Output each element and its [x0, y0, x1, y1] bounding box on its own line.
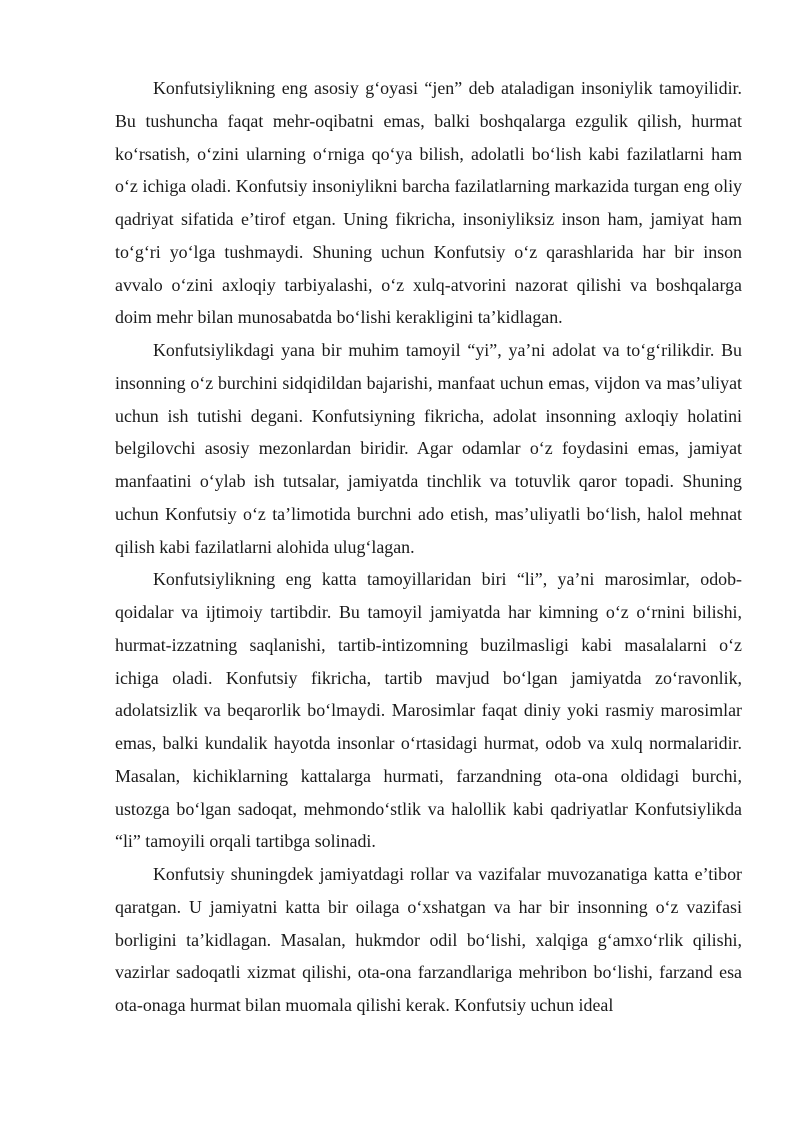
paragraph-li: Konfutsiylikning eng katta tamoyillaridan biri “li”, ya’ni marosimlar, odob-qoidalar va ijtimoiy tartibdir. Bu tamoyil jamiyatda har kimning o‘z o‘rnini bilishi, hurmat-izzatning saqlanishi, tartib-intizomning buzilmasligi kabi masalalarni o‘z ichiga oladi. Konfutsiy fikricha, tartib mavjud bo‘lgan jamiyatda zo‘ravonlik, adolatsizlik va beqarorlik bo‘lmaydi. Marosimlar faqat diniy yoki rasmiy marosimlar emas, balki kundalik hayotda insonlar o‘rtasidagi hurmat, odob va xulq normalaridir. Masalan, kichiklarning kattalarga hurmati, farzandning ota-ona oldidagi burchi, ustozga bo‘lgan sadoqat, mehmondo‘stlik va halollik kabi qadriyatlar Konfutsiylikda “li” tamoyili orqali tartibga solinadi.: [115, 569, 742, 852]
document-page: [115, 72, 742, 1022]
paragraph-roles: Konfutsiy shuningdek jamiyatdagi rollar va vazifalar muvozanatiga katta e’tibor qaratgan. U jamiyatni katta bir oilaga o‘xshatgan va har bir insonning o‘z vazifasi borligini ta’kidlagan. Masalan, hukmdor odil bo‘lishi, xalqiga g‘amxo‘rlik qilishi, vazirlar sadoqatli xizmat qilishi, ota-ona farzandlariga mehribon bo‘lishi, farzand esa ota-onaga hurmat bilan muomala qilishi kerak. Konfutsiy uchun ideal: [115, 864, 742, 1015]
paragraph-jen: Konfutsiylikning eng asosiy g‘oyasi “jen” deb ataladigan insoniylik tamoyilidir. Bu tushuncha faqat mehr-oqibatni emas, balki boshqalarga ezgulik qilish, hurmat ko‘rsatish, o‘zini ularning o‘rniga qo‘ya bilish, adolatli bo‘lish kabi fazilatlarni ham o‘z ichiga oladi. Konfutsiy insoniylikni barcha fazilatlarning markazida turgan eng oliy qadriyat sifatida e’tirof etgan. Uning fikricha, insoniyliksiz inson ham, jamiyat ham to‘g‘ri yo‘lga tushmaydi. Shuning uchun Konfutsiy o‘z qarashlarida har bir inson avvalo o‘zini axloqiy tarbiyalashi, o‘z xulq-atvorini nazorat qilishi va boshqalarga doim mehr bilan munosabatda bo‘lishi kerakligini ta’kidlagan.: [115, 78, 742, 328]
paragraph-yi: Konfutsiylikdagi yana bir muhim tamoyil “yi”, ya’ni adolat va to‘g‘rilikdir. Bu insonning o‘z burchini sidqidildan bajarishi, manfaat uchun emas, vijdon va mas’uliyat uchun ish tutishi degani. Konfutsiyning fikricha, adolat insonning axloqiy holatini belgilovchi asosiy mezonlardan biridir. Agar odamlar o‘z foydasini emas, jamiyat manfaatini o‘ylab ish tutsalar, jamiyatda tinchlik va totuvlik qaror topadi. Shuning uchun Konfutsiy o‘z ta’limotida burchni ado etish, mas’uliyatli bo‘lish, halol mehnat qilish kabi fazilatlarni alohida ulug‘lagan.: [115, 340, 742, 557]
